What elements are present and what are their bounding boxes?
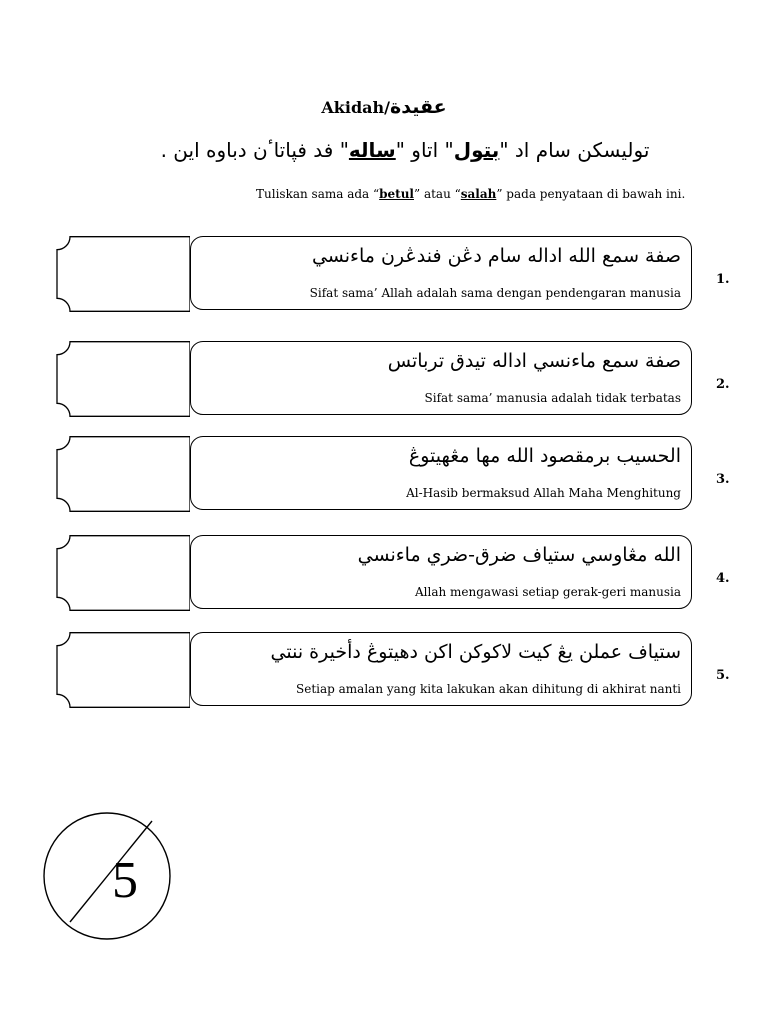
answer-box[interactable] [56, 535, 190, 611]
statement-jawi: الحسيب برمقصود الله مها مڠهيتوڠ [408, 445, 681, 467]
statement-row [0, 236, 768, 312]
answer-box[interactable] [56, 341, 190, 417]
statement-box [190, 236, 692, 310]
page-number-badge [40, 810, 174, 940]
answer-box[interactable] [56, 236, 190, 312]
statement-row [0, 436, 768, 512]
answer-box[interactable] [56, 436, 190, 512]
instruction-rumi [120, 187, 768, 201]
instruction-rumi-text: ” atau “ [414, 187, 461, 201]
keyword-betul-jawi: بتول [453, 138, 500, 162]
statement-rumi: Sifat sama’ manusia adalah tidak terbatas [424, 391, 681, 405]
statement-rumi: Sifat sama’ Allah adalah sama dengan pendengaran manusia [309, 286, 681, 300]
statement-jawi: ستياف عملن يڠ كيت لاكوكن اكن دهيتوڠ دأخيرة ننتي [270, 641, 681, 663]
statement-rumi: Allah mengawasi setiap gerak-geri manusia [415, 585, 681, 599]
statement-row [0, 632, 768, 708]
statement-rumi: Al-Hasib bermaksud Allah Maha Menghitung [406, 486, 681, 500]
instruction-rumi-text: Tuliskan sama ada “ [256, 187, 380, 201]
statement-number: 5. [716, 668, 730, 683]
statement-box [190, 535, 692, 609]
keyword-salah: salah [460, 187, 497, 201]
statement-number: 2. [716, 377, 730, 392]
instruction-rumi-text: ” pada penyataan di bawah ini. [496, 187, 686, 201]
statement-box [190, 632, 692, 706]
instruction-jawi-text: توليسکن سام اد " [499, 138, 650, 162]
statement-rumi: Setiap amalan yang kita lakukan akan dihitung di akhirat nanti [296, 682, 681, 696]
instruction-jawi-text: " اتاو " [395, 138, 454, 162]
statement-number: 4. [716, 571, 730, 586]
statement-box [190, 341, 692, 415]
title-latin: Akidah/ [321, 98, 390, 117]
instruction-jawi [120, 138, 690, 162]
answer-box[interactable] [56, 632, 190, 708]
statement-jawi: الله مڠاوسي ستياف ضرق-ضري ماءنسي [357, 544, 681, 566]
page-title [0, 96, 768, 118]
statement-row [0, 535, 768, 611]
statement-jawi: صفة سمع ماءنسي اداله تيدق ترباتس [387, 350, 681, 372]
instruction-jawi-text: " فد فڽاتاٴن دباوه اين . [160, 138, 349, 162]
statement-number: 3. [716, 472, 730, 487]
statement-row [0, 341, 768, 417]
statement-jawi: صفة سمع الله اداله سام دڠن فندڠرن ماءنسي [311, 245, 681, 267]
keyword-salah-jawi: ساله [348, 138, 396, 162]
title-jawi: عقيدة [390, 96, 447, 118]
keyword-betul: betul [379, 187, 414, 201]
statement-box [190, 436, 692, 510]
page-number: 5 [112, 852, 138, 909]
statement-number: 1. [716, 272, 730, 287]
